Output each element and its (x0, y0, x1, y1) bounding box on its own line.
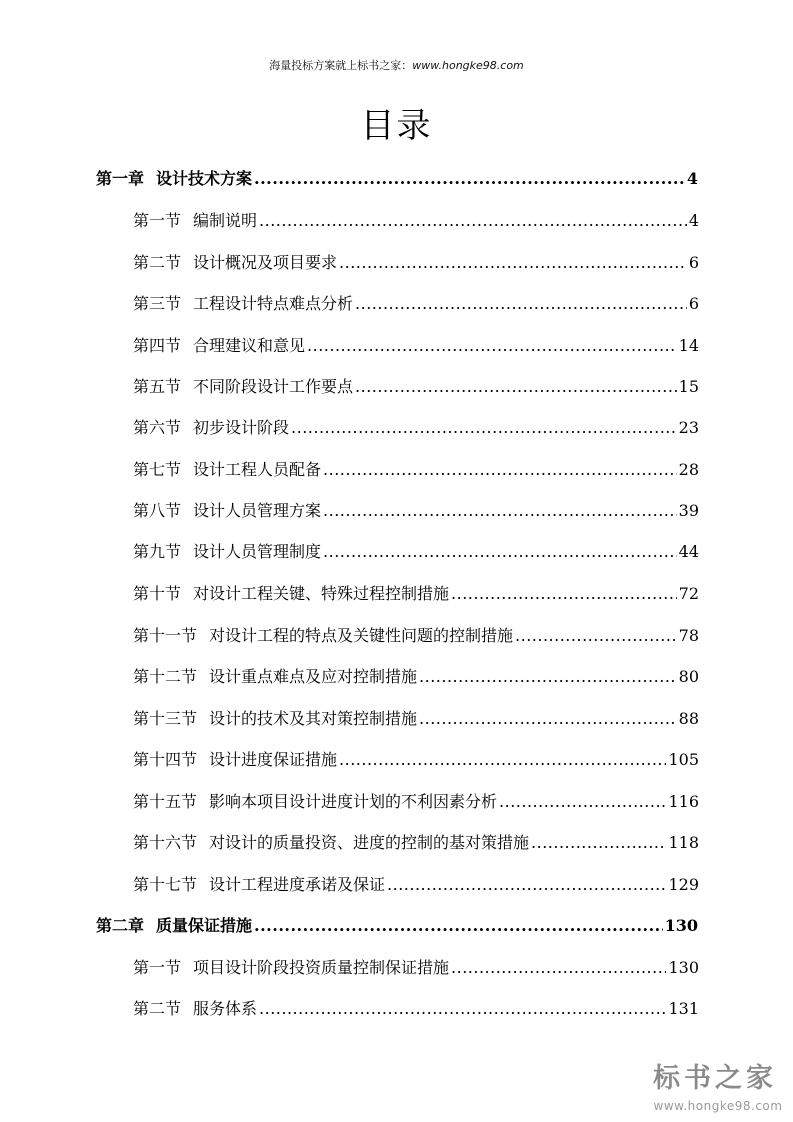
page-title: 目录 (360, 106, 433, 146)
header-prefix: 海量投标方案就上标书之家： (269, 59, 413, 72)
toc-label (133, 956, 449, 980)
toc-page-number: 118 (668, 833, 699, 852)
toc-label (133, 251, 337, 275)
toc-leader-dots (355, 292, 687, 316)
toc-leader-dots (419, 665, 677, 689)
toc-text: 设计人员管理方案 (193, 501, 322, 520)
toc-section-row[interactable] (133, 334, 699, 358)
toc-section-row[interactable] (133, 209, 699, 233)
toc-label (96, 167, 252, 191)
toc-text: 设计重点难点及应对控制措施 (209, 667, 418, 686)
toc-number: 第十三节 (133, 709, 198, 728)
toc-chapter-row[interactable] (96, 914, 698, 938)
toc-number: 第九节 (133, 542, 182, 561)
toc-label (133, 831, 529, 855)
watermark-site: www.hongke98.com (653, 1099, 783, 1113)
toc-label (96, 914, 252, 938)
toc-section-row[interactable] (133, 624, 699, 648)
toc-label (133, 873, 385, 897)
toc-number: 第三节 (133, 294, 182, 313)
toc-page-number: 28 (678, 460, 699, 479)
toc-page-number: 78 (678, 626, 699, 645)
toc-number: 第一章 (96, 169, 145, 188)
toc-number: 第一节 (133, 958, 182, 977)
toc-number: 第十四节 (133, 750, 198, 769)
toc-page-number: 14 (678, 336, 699, 355)
toc-section-row[interactable] (133, 873, 699, 897)
toc-section-row[interactable] (133, 997, 699, 1021)
toc-number: 第一节 (133, 211, 182, 230)
toc-label (133, 499, 321, 523)
toc-leader-dots (499, 790, 666, 814)
toc-label (133, 582, 449, 606)
toc-page-number: 6 (688, 253, 699, 272)
toc-page-number: 116 (668, 792, 699, 811)
toc-leader-dots (323, 458, 677, 482)
toc-label (133, 375, 353, 399)
toc-label (133, 790, 497, 814)
toc-page-number: 4 (688, 211, 699, 230)
toc-page-number: 130 (664, 916, 698, 935)
toc-leader-dots (259, 997, 666, 1021)
toc-number: 第二节 (133, 999, 182, 1018)
toc-number: 第五节 (133, 377, 182, 396)
toc-page-number: 4 (686, 169, 698, 188)
toc-label (133, 416, 289, 440)
toc-text: 设计进度保证措施 (209, 750, 338, 769)
toc-page-number: 131 (668, 999, 699, 1018)
toc-leader-dots (323, 499, 677, 523)
toc-leader-dots (291, 416, 677, 440)
toc-section-row[interactable] (133, 458, 699, 482)
toc-leader-dots (259, 209, 687, 233)
toc-leader-dots (254, 167, 685, 191)
toc-text: 不同阶段设计工作要点 (193, 377, 354, 396)
toc-section-row[interactable] (133, 375, 699, 399)
toc-leader-dots (307, 334, 677, 358)
toc-label (133, 334, 305, 358)
toc-text: 设计人员管理制度 (193, 542, 322, 561)
toc-label (133, 665, 417, 689)
toc-section-row[interactable] (133, 499, 699, 523)
toc-page-number: 39 (678, 501, 699, 520)
toc-text: 设计工程进度承诺及保证 (209, 875, 386, 894)
toc-page-number: 6 (688, 294, 699, 313)
toc-page-number: 80 (678, 667, 699, 686)
toc-leader-dots (515, 624, 677, 648)
toc-number: 第十节 (133, 584, 182, 603)
toc-leader-dots (339, 748, 666, 772)
toc-page-number: 129 (668, 875, 699, 894)
toc-text: 服务体系 (193, 999, 258, 1018)
toc-section-row[interactable] (133, 292, 699, 316)
toc-page-number: 88 (678, 709, 699, 728)
toc-text: 对设计的质量投资、进度的控制的基对策措施 (209, 833, 530, 852)
toc-page-number: 130 (668, 958, 699, 977)
toc-label (133, 209, 257, 233)
toc-number: 第十二节 (133, 667, 198, 686)
toc-section-row[interactable] (133, 416, 699, 440)
toc-label (133, 624, 513, 648)
toc-section-row[interactable] (133, 707, 699, 731)
toc-text: 对设计工程的特点及关键性问题的控制措施 (209, 626, 514, 645)
toc-text: 设计的技术及其对策控制措施 (209, 709, 418, 728)
toc-number: 第十七节 (133, 875, 198, 894)
toc-section-row[interactable] (133, 665, 699, 689)
toc-leader-dots (355, 375, 677, 399)
toc-number: 第二章 (96, 916, 145, 935)
toc-leader-dots (387, 873, 666, 897)
toc-page-number: 105 (668, 750, 699, 769)
toc-text: 对设计工程关键、特殊过程控制措施 (193, 584, 450, 603)
toc-text: 设计技术方案 (156, 169, 253, 188)
toc-section-row[interactable] (133, 748, 699, 772)
toc-label (133, 997, 257, 1021)
toc-section-row[interactable] (133, 790, 699, 814)
toc-leader-dots (323, 540, 677, 564)
watermark-logo (645, 1060, 793, 1122)
toc-number: 第七节 (133, 460, 182, 479)
toc-page-number: 44 (678, 542, 699, 561)
toc-section-row[interactable] (133, 956, 699, 980)
toc-number: 第八节 (133, 501, 182, 520)
toc-number: 第十五节 (133, 792, 198, 811)
toc-text: 工程设计特点难点分析 (193, 294, 354, 313)
toc-page-number: 23 (678, 418, 699, 437)
toc-text: 质量保证措施 (156, 916, 253, 935)
toc-number: 第二节 (133, 253, 182, 272)
toc-label (133, 458, 321, 482)
toc-text: 影响本项目设计进度计划的不利因素分析 (209, 792, 498, 811)
toc-leader-dots (339, 251, 687, 275)
toc-leader-dots (531, 831, 666, 855)
header-url: www.hongke98.com (412, 59, 524, 72)
toc-number: 第四节 (133, 336, 182, 355)
toc-number: 第十一节 (133, 626, 198, 645)
toc-section-row[interactable] (133, 582, 699, 606)
watermark-brand: 标书之家 (653, 1063, 777, 1094)
toc-text: 编制说明 (193, 211, 258, 230)
toc-section-row[interactable] (133, 831, 699, 855)
toc-text: 初步设计阶段 (193, 418, 290, 437)
toc-leader-dots (419, 707, 677, 731)
toc-page-number: 15 (678, 377, 699, 396)
toc-leader-dots (451, 582, 677, 606)
toc-leader-dots (254, 914, 663, 938)
toc-label (133, 707, 417, 731)
toc-number: 第十六节 (133, 833, 198, 852)
toc-label (133, 292, 353, 316)
toc-section-row[interactable] (133, 251, 699, 275)
toc-leader-dots (451, 956, 666, 980)
toc-section-row[interactable] (133, 540, 699, 564)
toc-chapter-row[interactable] (96, 167, 698, 191)
toc-number: 第六节 (133, 418, 182, 437)
toc-text: 设计概况及项目要求 (193, 253, 338, 272)
toc-text: 项目设计阶段投资质量控制保证措施 (193, 958, 450, 977)
toc-text: 合理建议和意见 (193, 336, 306, 355)
toc-label (133, 748, 337, 772)
toc-label (133, 540, 321, 564)
toc-text: 设计工程人员配备 (193, 460, 322, 479)
toc-page-number: 72 (678, 584, 699, 603)
